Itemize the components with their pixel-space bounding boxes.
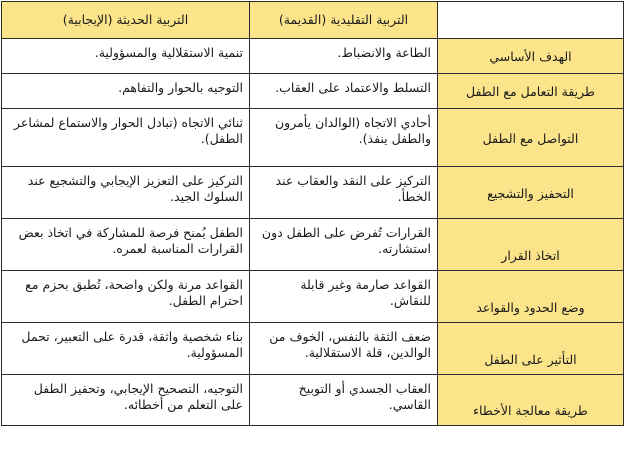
row-modern: تنمية الاستقلالية والمسؤولية. [2,39,250,74]
table-row [2,219,624,271]
row-modern: ثنائي الاتجاه (تبادل الحوار والاستماع لمشاعر الطفل). [2,109,250,167]
parenting-comparison-table [1,1,624,426]
row-modern: التوجيه بالحوار والتفاهم. [2,74,250,109]
comparison-table-wrapper [1,1,623,426]
row-modern: القواعد مرنة ولكن واضحة، تُطبق بحزم مع احترام الطفل. [2,271,250,323]
row-traditional: القواعد صارمة وغير قابلة للنقاش. [250,271,438,323]
row-traditional: القرارات تُفرض على الطفل دون استشارته. [250,219,438,271]
row-traditional: ضعف الثقة بالنفس، الخوف من الوالدين، قلة الاستقلالية. [250,323,438,375]
row-modern: التركيز على التعزيز الإيجابي والتشجيع عند السلوك الجيد. [2,167,250,219]
header-traditional: التربية التقليدية (القديمة) [250,2,438,39]
table-row [2,323,624,375]
table-row [2,74,624,109]
row-aspect: التحفيز والتشجيع [438,167,624,219]
row-traditional: الطاعة والانضباط. [250,39,438,74]
table-row [2,39,624,74]
table-row [2,167,624,219]
row-aspect: طريقة التعامل مع الطفل [438,74,624,109]
corner-cell [438,2,624,39]
row-traditional: التركيز على النقد والعقاب عند الخطأ. [250,167,438,219]
row-traditional: أحادي الاتجاه (الوالدان يأمرون والطفل ينفذ). [250,109,438,167]
table-row [2,271,624,323]
header-modern: التربية الحديثة (الإيجابية) [2,2,250,39]
row-aspect: الهدف الأساسي [438,39,624,74]
table-row [2,109,624,167]
row-modern: التوجيه، التصحيح الإيجابي، وتحفيز الطفل على التعلم من أخطائه. [2,375,250,426]
row-traditional: العقاب الجسدي أو التوبيخ القاسي. [250,375,438,426]
row-aspect: اتخاذ القرار [438,219,624,271]
row-traditional: التسلط والاعتماد على العقاب. [250,74,438,109]
row-aspect: طريقة معالجة الأخطاء [438,375,624,426]
row-modern: بناء شخصية واثقة، قدرة على التعبير، تحمل المسؤولية. [2,323,250,375]
row-aspect: التأثير على الطفل [438,323,624,375]
header-row [2,2,624,39]
row-modern: الطفل يُمنح فرصة للمشاركة في اتخاذ بعض القرارات المناسبة لعمره. [2,219,250,271]
row-aspect: وضع الحدود والقواعد [438,271,624,323]
table-row [2,375,624,426]
row-aspect: التواصل مع الطفل [438,109,624,167]
